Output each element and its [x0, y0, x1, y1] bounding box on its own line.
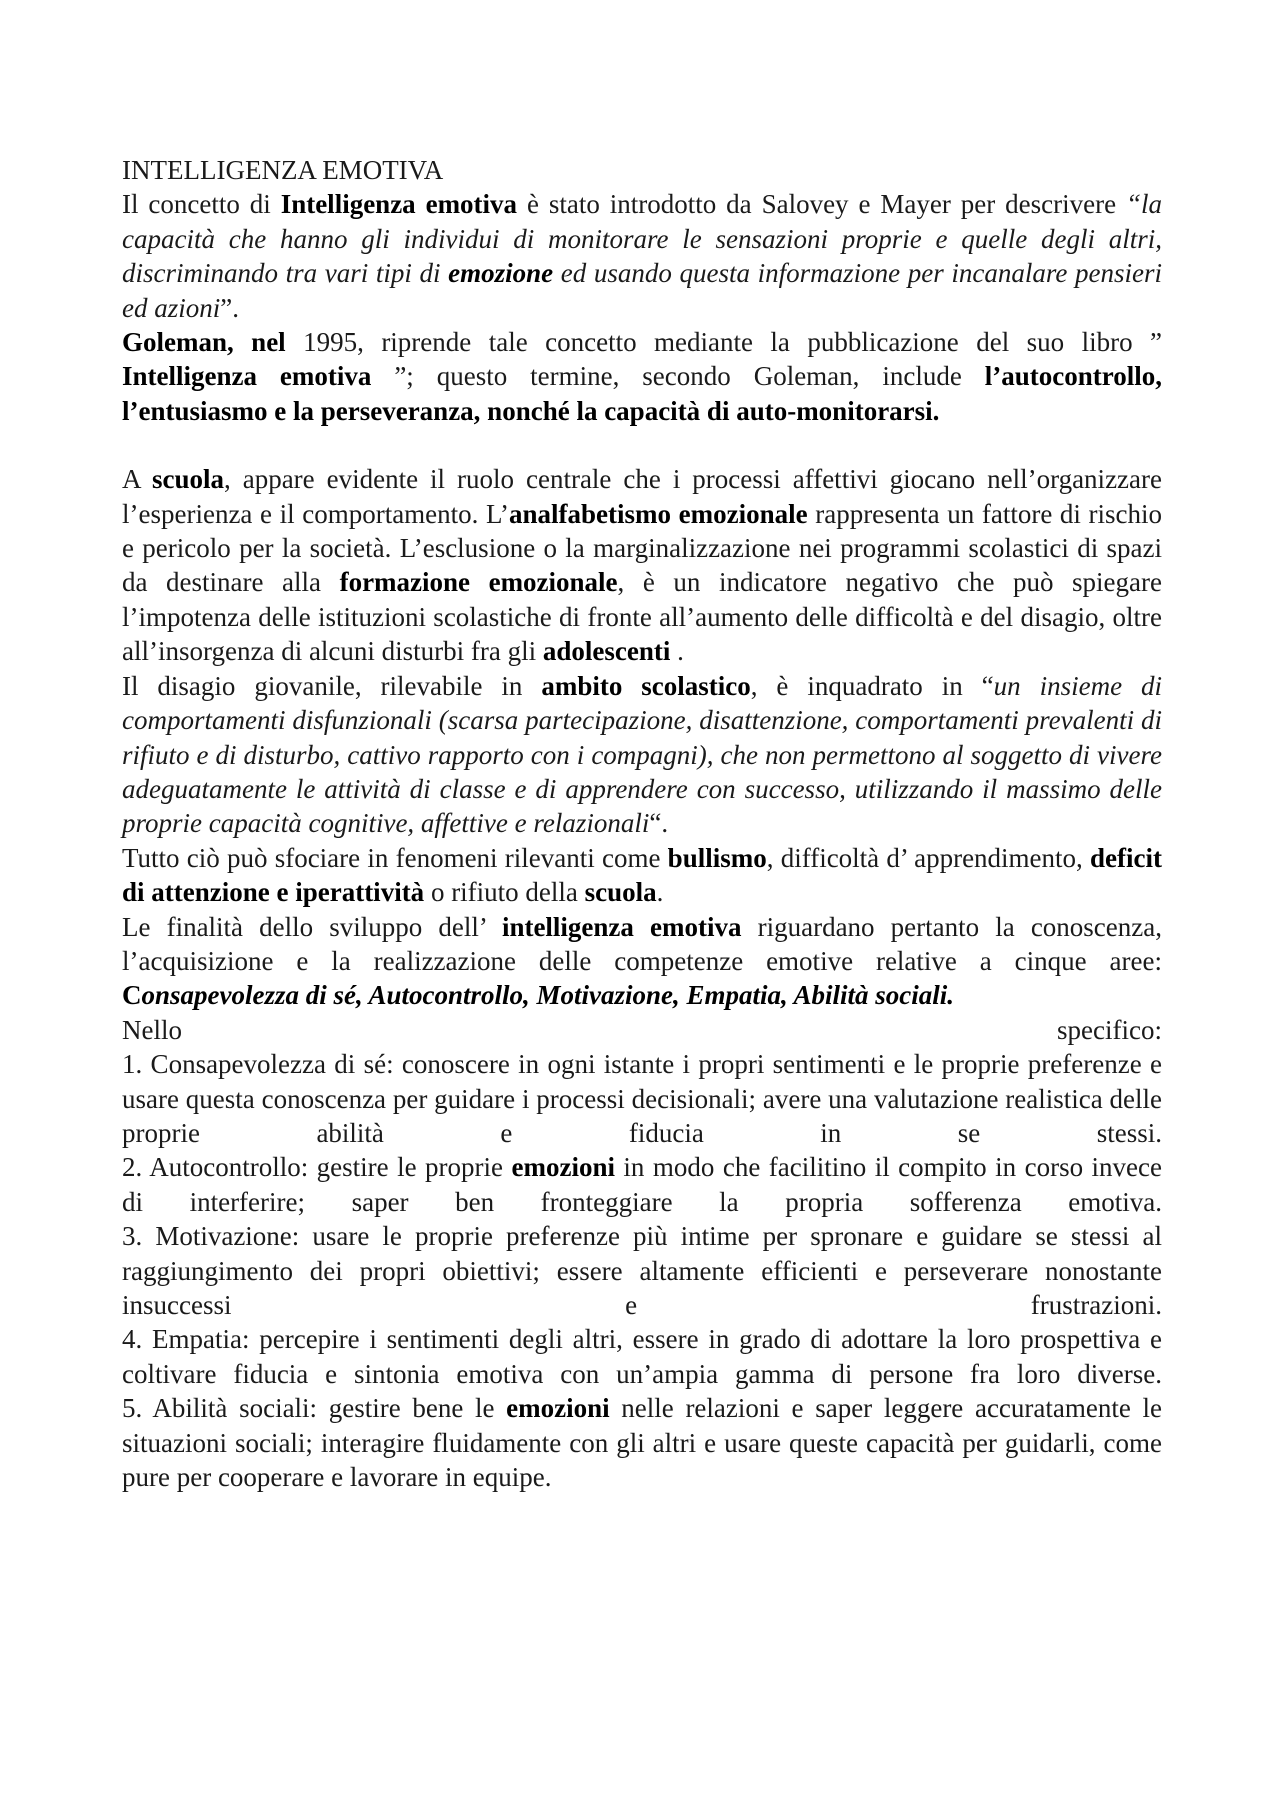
list-item-autocontrollo: 2. Autocontrollo: gestire le proprie emozioni in modo che facilitino il compito in corso invece di interferire; saper ben fronteggiare la propria sofferenza emotiva.	[122, 1152, 1162, 1217]
list-item-abilita-sociali: 5. Abilità sociali: gestire bene le emozioni nelle relazioni e saper leggere accuratamente le situazioni sociali; interagire fluidamente con gli altri e usare queste capacità per guidarli, come pure per cooperare e lavorare in equipe.	[122, 1393, 1162, 1493]
paragraph-spacer	[122, 428, 1162, 462]
document-title: INTELLIGENZA EMOTIVA	[122, 155, 444, 185]
paragraph-disagio: Il disagio giovanile, rilevabile in ambito scolastico, è inquadrato in “un insieme di comportamenti disfunzionali (scarsa partecipazione, disattenzione, comportamenti prevalenti di rifiuto e di disturbo, cattivo rapporto con i compagni), che non permettono al soggetto di vivere adeguatamente le attività di classe e di apprendere con successo, utilizzando il massimo delle proprie capacità cognitive, affettive e relazionali“.	[122, 670, 1162, 839]
list-item-consapevolezza: 1. Consapevolezza di sé: conoscere in ogni istante i propri sentimenti e le proprie preferenze e usare questa conoscenza per guidare i processi decisionali; avere una valutazione realistica delle proprie abilità e fiducia in se stessi.	[122, 1049, 1162, 1148]
paragraph-scuola: A scuola, appare evidente il ruolo centrale che i processi affettivi giocano nell’organizzare l’esperienza e il comportamento. L’analfabetismo emozionale rappresenta un fattore di rischio e pericolo per la società. L’esclusione o la marginalizzazione nei programmi scolastici di spazi da destinare alla formazione emozionale, è un indicatore negativo che può spiegare l’impotenza delle istituzioni scolastiche di fronte all’aumento delle difficoltà e del disagio, oltre all’insorgenza di alcuni disturbi fra gli adolescenti .	[122, 464, 1162, 667]
paragraph-goleman: Goleman, nel 1995, riprende tale concetto mediante la pubblicazione del suo libro ” Intelligenza emotiva ”; questo termine, secondo Goleman, include l’autocontrollo, l’entusiasmo e la perseveranza, nonché la capacità di auto-monitorarsi.	[122, 327, 1162, 426]
paragraph-finalita: Le finalità dello sviluppo dell’ intelligenza emotiva riguardano pertanto la conoscenza, l’acquisizione e la realizzazione delle competenze emotive relative a cinque aree: Consapevolezza di sé, Autocontrollo, Motivazione, Empatia, Abilità sociali.	[122, 911, 1162, 1011]
paragraph-intro: Il concetto di Intelligenza emotiva è stato introdotto da Salovey e Mayer per descrivere “la capacità che hanno gli individui di monitorare le sensazioni proprie e quelle degli altri, discriminando tra vari tipi di emozione ed usando questa informazione per incanalare pensieri ed azioni”.	[122, 189, 1162, 323]
list-item-motivazione: 3. Motivazione: usare le proprie preferenze più intime per spronare e guidare se stessi al raggiungimento dei propri obiettivi; essere altamente efficienti e perseverare nonostante insuccessi e frustrazioni.	[122, 1221, 1162, 1320]
list-item-empatia: 4. Empatia: percepire i sentimenti degli altri, essere in grado di adottare la loro prospettiva e coltivare fiducia e sintonia emotiva con un’ampia gamma di persone fra loro diverse.	[122, 1324, 1162, 1389]
document-page	[122, 153, 1162, 1494]
paragraph-nello-specifico: Nello specifico:	[122, 1014, 1162, 1045]
paragraph-fenomeni: Tutto ciò può sfociare in fenomeni rilevanti come bullismo, difficoltà d’ apprendimento, deficit di attenzione e iperattività o rifiuto della scuola.	[122, 842, 1163, 908]
